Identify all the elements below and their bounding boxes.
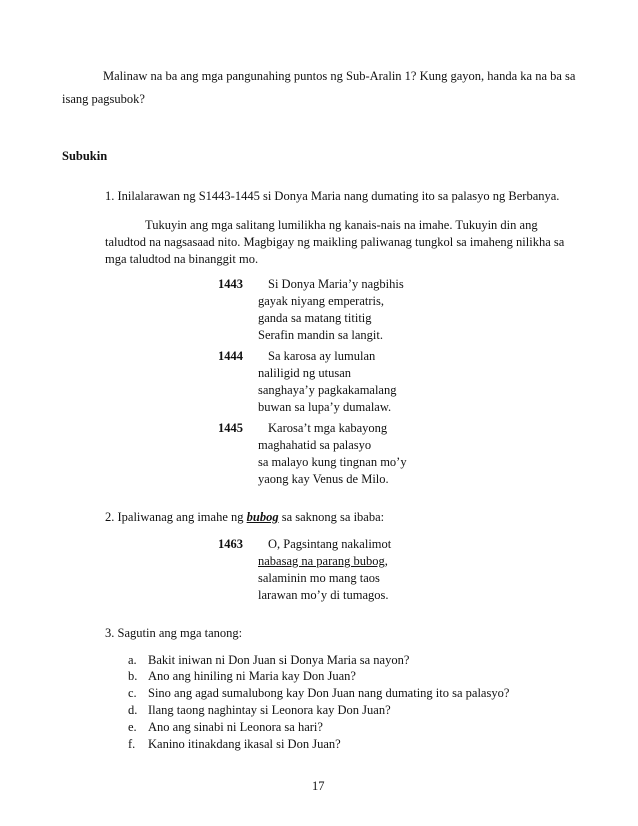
stanza-line: gayak niyang emperatris, <box>258 294 384 308</box>
item1-instruction-line-3: mga taludtod na binanggit mo. <box>105 252 259 266</box>
stanza-line: Serafin mandin sa langit. <box>258 328 383 342</box>
stanza-line: maghahatid sa palasyo <box>258 438 372 452</box>
stanza-line: salaminin mo mang taos <box>258 571 380 585</box>
question-letter: d. <box>128 703 138 717</box>
section-heading: Subukin <box>62 149 108 163</box>
intro-line-1: Malinaw na ba ang mga pangunahing puntos ng Sub-Aralin 1? Kung gayon, handa ka na ba sa <box>103 69 576 83</box>
item2-keyword: bubog <box>246 510 279 524</box>
question-letter: a. <box>128 653 137 667</box>
question-text: Bakit iniwan ni Don Juan si Donya Maria sa nayon? <box>148 653 410 667</box>
intro-line-2: isang pagsubok? <box>62 92 145 106</box>
question-text: Sino ang agad sumalubong kay Don Juan nang dumating ito sa palasyo? <box>148 686 510 700</box>
stanza-line: yaong kay Venus de Milo. <box>258 472 389 486</box>
stanza-line: Karosa’t mga kabayong <box>268 421 388 435</box>
question-text: Ano ang sinabi ni Leonora sa hari? <box>148 720 323 734</box>
stanza-line: buwan sa lupa’y dumalaw. <box>258 400 392 414</box>
item2-prompt-after: sa saknong sa ibaba: <box>278 510 385 524</box>
item1-prompt: 1. Inilalarawan ng S1443-1445 si Donya Maria nang dumating ito sa palasyo ng Berbanya. <box>105 189 560 203</box>
stanza-number: 1444 <box>218 349 243 363</box>
line-punctuation: , <box>384 554 388 568</box>
item3-prompt: 3. Sagutin ang mga tanong: <box>105 626 243 640</box>
stanza-line: Sa karosa ay lumulan <box>268 349 376 363</box>
item2-prompt <box>105 509 384 526</box>
question-letter: b. <box>128 669 138 683</box>
stanza-line: sa malayo kung tingnan mo’y <box>258 455 407 469</box>
stanza-line: naliligid ng utusan <box>258 366 352 380</box>
stanza-number: 1443 <box>218 277 243 291</box>
stanza-line <box>258 553 388 570</box>
item2-prompt-before: 2. Ipaliwanag ang imahe ng <box>105 510 247 524</box>
question-letter: f. <box>128 737 136 751</box>
item1-instruction-line-2: taludtod na nagsasaad nito. Magbigay ng maikling paliwanag tungkol sa imaheng nilikha sa <box>105 235 565 249</box>
stanza-line: sanghaya’y pagkakamalang <box>258 383 397 397</box>
underlined-phrase: nabasag na parang bubog <box>258 554 385 568</box>
question-text: Ano ang hiniling ni Maria kay Don Juan? <box>148 669 356 683</box>
question-text: Kanino itinakdang ikasal si Don Juan? <box>148 737 341 751</box>
question-text: Ilang taong naghintay si Leonora kay Don Juan? <box>148 703 391 717</box>
stanza-line: ganda sa matang tititig <box>258 311 372 325</box>
question-letter: c. <box>128 686 137 700</box>
question-letter: e. <box>128 720 137 734</box>
item1-instruction-line-1: Tukuyin ang mga salitang lumilikha ng kanais-nais na imahe. Tukuyin din ang <box>145 218 538 232</box>
stanza-line: O, Pagsintang nakalimot <box>268 537 392 551</box>
stanza-number: 1445 <box>218 421 243 435</box>
stanza-line: larawan mo’y di tumagos. <box>258 588 389 602</box>
stanza-number: 1463 <box>218 537 243 551</box>
stanza-line: Si Donya Maria’y nagbihis <box>268 277 404 291</box>
page-number: 17 <box>312 779 325 793</box>
